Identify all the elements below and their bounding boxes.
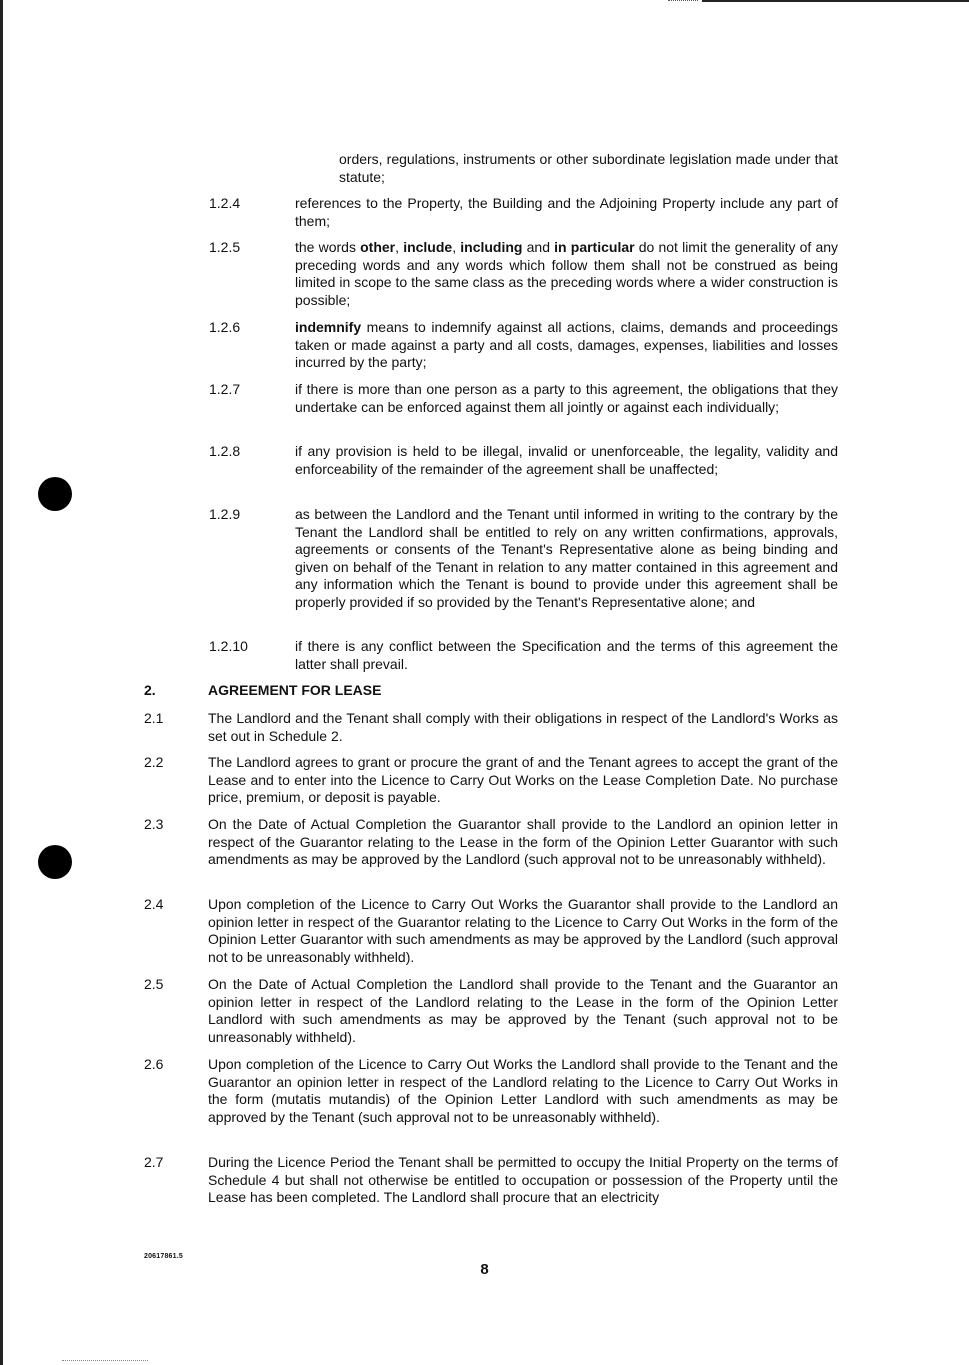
clause-number: 1.2.9 bbox=[209, 506, 241, 522]
clause-number: 1.2.6 bbox=[209, 319, 241, 335]
clause-text: The Landlord agrees to grant or procure the grant of and the Tenant agrees to accept the grant of the Lease and to enter into the Licence to Carry Out Works on the Lease Completion Date. No purchase price, premium, or deposit is payable. bbox=[208, 754, 838, 806]
clause-number: 2.6 bbox=[144, 1056, 164, 1072]
clause-number: 1.2.7 bbox=[209, 381, 241, 397]
clause-text: if there is any conflict between the Specification and the terms of this agreement the latter shall prevail. bbox=[295, 638, 838, 672]
clause-text: During the Licence Period the Tenant shall be permitted to occupy the Initial Property on the terms of Schedule 4 but shall not otherwise be entitled to occupation or possession of the Property until the Lease has been completed. The Landlord shall procure that an electricity bbox=[208, 1154, 838, 1206]
punch-hole-upper bbox=[38, 477, 72, 511]
clause-number: 2.1 bbox=[144, 710, 164, 726]
defined-word: other bbox=[360, 239, 396, 255]
clause-text: if there is more than one person as a party to this agreement, the obligations that they undertake can be enforced against them all jointly or against each individually; bbox=[295, 381, 838, 415]
clause-text-part: means to indemnify against all actions, claims, demands and proceedings taken or made against a party and all costs, damages, expenses, liabilities and losses incurred by the party; bbox=[295, 319, 838, 371]
clause-number: 1.2.5 bbox=[209, 239, 241, 255]
defined-word: include bbox=[403, 239, 453, 255]
defined-word: in particular bbox=[554, 239, 635, 255]
clause-number: 2.7 bbox=[144, 1154, 164, 1170]
section-number: 2. bbox=[144, 682, 156, 698]
clause-text: On the Date of Actual Completion the Guarantor shall provide to the Landlord an opinion letter in respect of the Guarantor relating to the Lease in the form of the Opinion Letter Guarantor with such amendments as may be approved by the Landlord (such approval not to be unreasonably withheld). bbox=[208, 816, 838, 868]
clause-text: The Landlord and the Tenant shall comply with their obligations in respect of the Landlord's Works as set out in Schedule 2. bbox=[208, 710, 838, 744]
defined-word: including bbox=[460, 239, 523, 255]
clause-number: 1.2.8 bbox=[209, 443, 241, 459]
clause-text: Upon completion of the Licence to Carry Out Works the Guarantor shall provide to the Landlord an opinion letter in respect of the Guarantor relating to the Licence to Carry Out Works in the form of the Opinion Letter Guarantor with such amendments as may be approved by the Landlord (such approval not to be unreasonably withheld). bbox=[208, 896, 838, 965]
clause-text-part: the words bbox=[295, 239, 361, 255]
clause-number: 2.2 bbox=[144, 754, 164, 770]
clause-number: 2.4 bbox=[144, 896, 164, 912]
clause-text-part: , bbox=[395, 239, 404, 255]
clause-text: Upon completion of the Licence to Carry Out Works the Landlord shall provide to the Tenant and the Guarantor an opinion letter in respect of the Landlord relating to the Licence to Carry Out Works in the form (mutatis mutandis) of the Opinion Letter Landlord with such amendments as may be approved by the Tenant (such approval not to be unreasonably withheld). bbox=[208, 1056, 838, 1125]
clause-number: 1.2.4 bbox=[209, 195, 241, 211]
clause-text-part: , bbox=[452, 239, 461, 255]
clause-number: 2.3 bbox=[144, 816, 164, 832]
document-reference: 20617861.5 bbox=[144, 1253, 183, 1260]
punch-hole-lower bbox=[38, 845, 72, 879]
scan-edge-top-dots bbox=[668, 0, 698, 2]
clause-text-part: and bbox=[522, 239, 555, 255]
clause-text: On the Date of Actual Completion the Landlord shall provide to the Tenant and the Guarantor an opinion letter in respect of the Landlord relating to the Lease in the form of the Opinion Letter Landlord with such amendments as may be approved by the Tenant (such approval not to be unreasonably withheld). bbox=[208, 976, 838, 1045]
clause-number: 2.5 bbox=[144, 976, 164, 992]
scan-edge-left bbox=[0, 0, 3, 1365]
clause-text bbox=[295, 319, 838, 372]
clause-continuation: orders, regulations, instruments or other subordinate legislation made under that statute; bbox=[339, 151, 838, 185]
clause-text: if any provision is held to be illegal, invalid or unenforceable, the legality, validity and enforceability of the remainder of the agreement shall be unaffected; bbox=[295, 443, 838, 477]
scan-edge-bottom-dots bbox=[62, 1360, 148, 1361]
page-number: 8 bbox=[480, 1261, 489, 1278]
clause-text: as between the Landlord and the Tenant until informed in writing to the contrary by the Tenant the Landlord shall be entitled to rely on any written confirmations, approvals, agreements or consents of the Tenant's Representative alone as being binding and given on behalf of the Tenant in relation to any matter contained in this agreement and any information which the Tenant is bound to provide under this agreement shall be properly provided if so provided by the Tenant's Representative alone; and bbox=[295, 506, 838, 610]
section-heading: AGREEMENT FOR LEASE bbox=[208, 682, 382, 698]
clause-text-part: do not limit the generality of any preceding words and any words which follow them shall not be construed as being limited in scope to the same class as the preceding words where a wider construction is possible; bbox=[295, 239, 839, 308]
clause-text bbox=[295, 239, 838, 309]
defined-term: indemnify bbox=[295, 319, 362, 335]
clause-number: 1.2.10 bbox=[209, 638, 248, 654]
clause-text: references to the Property, the Building and the Adjoining Property include any part of them; bbox=[295, 195, 838, 229]
scan-edge-top bbox=[702, 0, 969, 2]
